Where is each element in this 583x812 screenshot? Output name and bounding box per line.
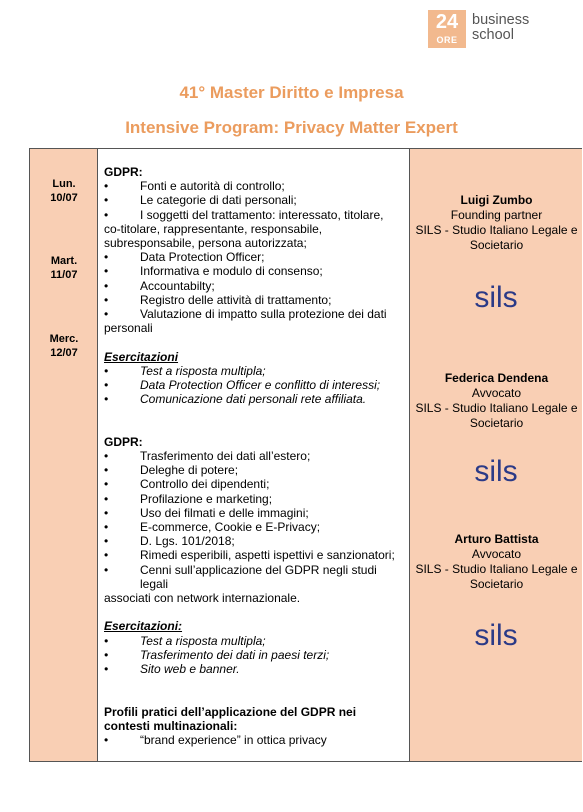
day-label: Merc. [49, 333, 79, 345]
days-column [30, 149, 98, 761]
exercises-heading: Esercitazioni: [104, 619, 183, 634]
bullet-icon: • [104, 307, 109, 322]
day-cell [30, 177, 98, 205]
day-date: 10/07 [50, 192, 78, 204]
list-item: • Registro delle attività di trattamento; [104, 292, 332, 307]
sils-logo-icon [446, 618, 546, 652]
speaker-card [410, 193, 583, 253]
speaker-role: Founding partner [450, 208, 543, 222]
logo-ore: ORE [436, 35, 458, 45]
exercise-item: • Trasferimento dei dati in paesi terzi; [104, 647, 330, 662]
bullet-icon: • [104, 534, 109, 549]
program-text [104, 165, 406, 747]
block2-heading: GDPR: [104, 434, 143, 449]
speaker-firm: Societario [469, 416, 524, 430]
list-item-continued: subresponsabile, persona autorizzata; [104, 236, 307, 251]
list-item-continued: personali [104, 321, 153, 336]
speaker-firm: SILS - Studio Italiano Legale e [415, 562, 578, 576]
bullet-icon: • [104, 505, 109, 520]
bullet-icon: • [104, 292, 109, 307]
speaker-name: Federica Dendena [444, 371, 549, 385]
bullet-icon: • [104, 193, 109, 208]
logo-line1: business [472, 12, 530, 28]
speakers-column [409, 149, 582, 761]
day-label: Lun. [52, 178, 76, 190]
list-item: • Cenni sull’applicazione del GDPR negli studi legali [104, 562, 377, 591]
program-table [29, 148, 582, 762]
svg-text:sils: sils [474, 281, 518, 314]
bullet-icon: • [104, 207, 109, 222]
speaker-card [410, 532, 583, 592]
page-title: 41° Master Diritto e Impresa [179, 83, 404, 102]
list-item: • Rimedi esperibili, aspetti ispettivi e sanzionatori; [104, 548, 395, 563]
bullet-icon: • [104, 662, 109, 677]
block3-heading-line2: contesti multinazionali: [104, 718, 238, 733]
program-column [98, 149, 409, 761]
list-item: • Uso dei filmati e delle immagini; [104, 505, 309, 520]
bullet-icon: • [104, 477, 109, 492]
speaker-firm: SILS - Studio Italiano Legale e [415, 223, 578, 237]
bullet-icon: • [104, 463, 109, 478]
list-item: • Trasferimento dei dati all’estero; [104, 449, 311, 464]
list-item: • “brand experience” in ottica privacy [104, 733, 327, 748]
bullet-icon: • [104, 378, 109, 393]
exercise-item: • Test a risposta multipla; [104, 363, 266, 378]
exercise-item: • Data Protection Officer e conflitto di interessi; [104, 378, 381, 393]
bullet-icon: • [104, 179, 109, 194]
bullet-icon: • [104, 449, 109, 464]
list-item: • Data Protection Officer; [104, 250, 265, 265]
sils-logo-icon [446, 454, 546, 488]
exercise-item: • Test a risposta multipla; [104, 633, 266, 648]
bullet-icon: • [104, 363, 109, 378]
speaker-card [410, 371, 583, 431]
speaker-role: Avvocato [471, 386, 522, 400]
24ore-logo-mark [428, 10, 466, 48]
bullet-icon: • [104, 491, 109, 506]
block3-heading-line1: Profili pratici dell’applicazione del GDPR nei [104, 704, 357, 719]
bullet-icon: • [104, 250, 109, 265]
bullet-icon: • [104, 647, 109, 662]
speaker-name: Arturo Battista [454, 532, 539, 546]
block1-heading: GDPR: [104, 165, 143, 179]
svg-text:sils: sils [474, 455, 518, 488]
day-label: Mart. [50, 255, 78, 267]
bullet-icon: • [104, 562, 109, 577]
list-item: • Le categorie di dati personali; [104, 193, 297, 208]
speaker-firm: SILS - Studio Italiano Legale e [415, 401, 578, 415]
list-item: • Deleghe di potere; [104, 463, 239, 478]
list-item: • I soggetti del trattamento: interessato, titolare, [104, 207, 384, 222]
speaker-firm: Societario [469, 238, 524, 252]
day-cell [30, 332, 98, 360]
page-subtitle: Intensive Program: Privacy Matter Expert [125, 118, 458, 137]
speaker-role: Avvocato [471, 547, 522, 561]
bullet-icon: • [104, 733, 109, 748]
speaker-firm: Societario [469, 577, 524, 591]
svg-text:sils: sils [474, 619, 518, 652]
list-item: • Profilazione e marketing; [104, 491, 273, 506]
business-school-logo [428, 10, 529, 48]
exercises-heading: Esercitazioni [104, 349, 179, 364]
sils-logo-icon [446, 280, 546, 314]
list-item: • E-commerce, Cookie e E-Privacy; [104, 520, 321, 535]
bullet-icon: • [104, 264, 109, 279]
list-item: • Valutazione di impatto sulla protezione dei dati [104, 307, 387, 322]
list-item: • Accountabilty; [104, 278, 215, 293]
exercise-item: • Comunicazione dati personali rete affiliata. [104, 392, 367, 407]
list-item: • D. Lgs. 101/2018; [104, 534, 235, 549]
logo-line2: school [472, 27, 514, 43]
logo-wordmark [472, 13, 529, 43]
bullet-icon: • [104, 392, 109, 407]
day-date: 11/07 [50, 269, 78, 281]
exercise-item: • Sito web e banner. [104, 662, 240, 677]
day-cell [30, 254, 98, 282]
list-item-continued: associati con network internazionale. [104, 591, 301, 606]
bullet-icon: • [104, 278, 109, 293]
bullet-icon: • [104, 548, 109, 563]
bullet-icon: • [104, 633, 109, 648]
bullet-icon: • [104, 520, 109, 535]
list-item: • Controllo dei dipendenti; [104, 477, 270, 492]
day-date: 12/07 [50, 347, 78, 359]
list-item: • Fonti e autorità di controllo; [104, 179, 285, 194]
list-item: • Informativa e modulo di consenso; [104, 264, 323, 279]
list-item-continued: co-titolare, rappresentante, responsabile, [104, 221, 323, 236]
logo-number: 24 [435, 11, 459, 33]
speaker-name: Luigi Zumbo [460, 193, 533, 207]
